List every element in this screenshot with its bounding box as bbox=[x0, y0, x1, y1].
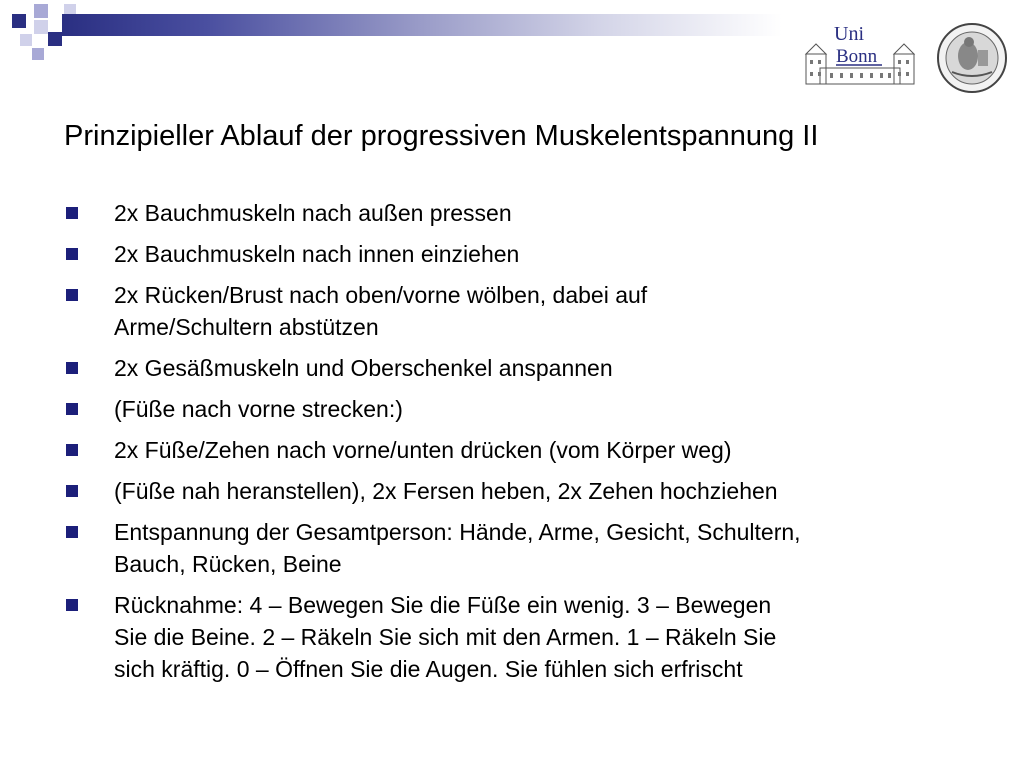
list-item bbox=[62, 352, 982, 384]
university-building-logo-icon bbox=[800, 18, 920, 90]
list-item bbox=[62, 475, 982, 507]
logo-text-uni: Uni bbox=[834, 23, 864, 45]
list-item bbox=[62, 393, 982, 425]
slide-title: Prinzipieller Ablauf der progressiven Muskelentspannung II bbox=[64, 120, 819, 152]
logo-text-bonn: Bonn bbox=[836, 46, 878, 67]
bullet-text: (Füße nah heranstellen), 2x Fersen heben, 2x Zehen hochziehen bbox=[114, 478, 778, 504]
corner-square bbox=[32, 48, 44, 60]
corner-square bbox=[12, 14, 26, 28]
university-seal-icon bbox=[932, 22, 1012, 94]
list-item bbox=[62, 279, 982, 343]
bullet-text: 2x Bauchmuskeln nach innen einziehen bbox=[114, 241, 520, 267]
bullet-text: Entspannung der Gesamtperson: Hände, Arme, Gesicht, Schultern, bbox=[114, 519, 801, 545]
square-bullet-icon bbox=[66, 207, 78, 219]
bullet-list bbox=[62, 197, 982, 694]
bullet-text: 2x Füße/Zehen nach vorne/unten drücken (vom Körper weg) bbox=[114, 437, 732, 463]
square-bullet-icon bbox=[66, 289, 78, 301]
list-item bbox=[62, 434, 982, 466]
corner-square bbox=[34, 20, 48, 34]
bullet-text: 2x Rücken/Brust nach oben/vorne wölben, dabei auf bbox=[114, 282, 648, 308]
list-item bbox=[62, 516, 982, 580]
corner-square bbox=[20, 34, 32, 46]
list-item bbox=[62, 238, 982, 270]
square-bullet-icon bbox=[66, 403, 78, 415]
corner-square bbox=[34, 4, 48, 18]
square-bullet-icon bbox=[66, 444, 78, 456]
bullet-text: Arme/Schultern abstützen bbox=[114, 314, 379, 340]
header-gradient-bar bbox=[62, 14, 782, 36]
list-item bbox=[62, 589, 982, 685]
university-logo bbox=[800, 18, 920, 90]
square-bullet-icon bbox=[66, 599, 78, 611]
university-seal bbox=[932, 22, 1012, 94]
bullet-text: Bauch, Rücken, Beine bbox=[114, 551, 342, 577]
list-item bbox=[62, 197, 982, 229]
bullet-text: Sie die Beine. 2 – Räkeln Sie sich mit den Armen. 1 – Räkeln Sie bbox=[114, 624, 777, 650]
square-bullet-icon bbox=[66, 526, 78, 538]
bullet-text: 2x Bauchmuskeln nach außen pressen bbox=[114, 200, 512, 226]
bullet-text: sich kräftig. 0 – Öffnen Sie die Augen. Sie fühlen sich erfrischt bbox=[114, 656, 743, 682]
square-bullet-icon bbox=[66, 485, 78, 497]
bullet-text: (Füße nach vorne strecken:) bbox=[114, 396, 403, 422]
bullet-text: 2x Gesäßmuskeln und Oberschenkel anspannen bbox=[114, 355, 613, 381]
square-bullet-icon bbox=[66, 362, 78, 374]
corner-square bbox=[48, 32, 62, 46]
square-bullet-icon bbox=[66, 248, 78, 260]
bullet-text: Rücknahme: 4 – Bewegen Sie die Füße ein wenig. 3 – Bewegen bbox=[114, 592, 772, 618]
